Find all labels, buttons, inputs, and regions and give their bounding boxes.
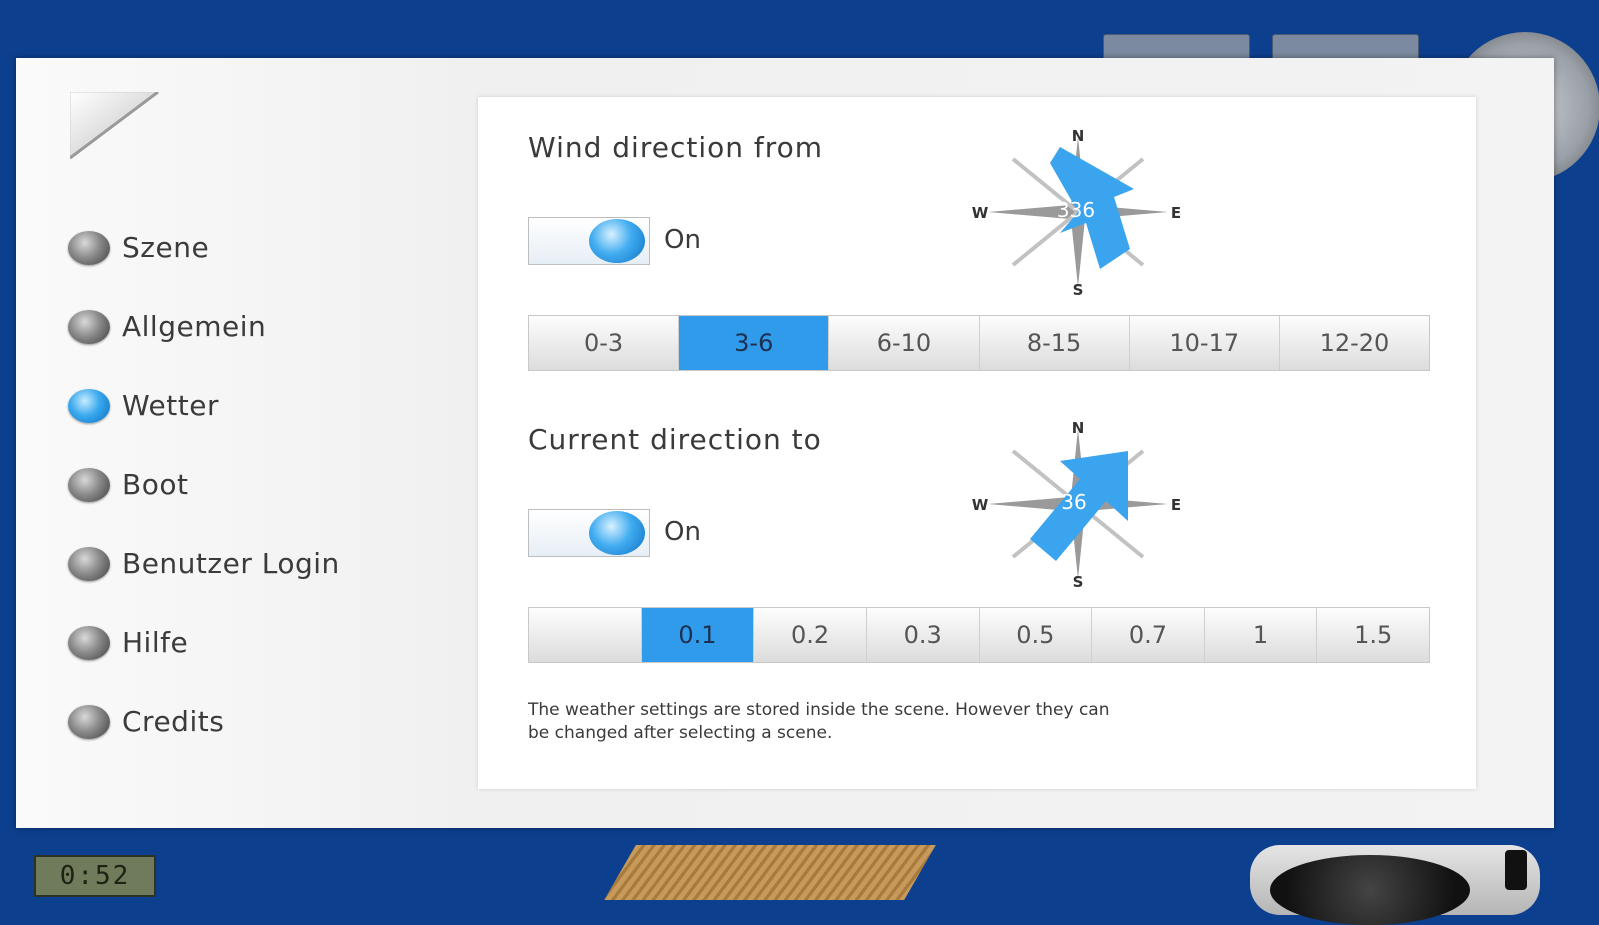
settings-panel (16, 58, 1554, 828)
radio-bullet-icon (68, 705, 110, 739)
compass-s-label: S (1072, 281, 1084, 297)
menu-item-szene[interactable] (68, 208, 340, 287)
wind-compass[interactable] (968, 127, 1188, 297)
wind-speed-option-selected[interactable]: 3-6 (679, 316, 829, 370)
compass-n-label: N (1071, 127, 1085, 145)
compass-e-label: E (1170, 496, 1182, 514)
wind-direction-title: Wind direction from (528, 131, 824, 164)
menu-item-label: Benutzer Login (122, 547, 340, 580)
radio-bullet-icon (68, 468, 110, 502)
game-clock: 0:52 (34, 855, 156, 897)
wind-speed-selector (528, 315, 1430, 371)
menu-item-label: Allgemein (122, 310, 267, 343)
current-toggle[interactable] (528, 509, 650, 557)
wind-direction-value: 336 (1056, 198, 1096, 222)
weather-settings-content (478, 97, 1476, 789)
weather-settings-note: The weather settings are stored inside the scene. However they can be changed after selecting a scene. (528, 700, 1110, 743)
compass-n-label: N (1071, 419, 1085, 437)
menu-item-label: Szene (122, 231, 210, 264)
boat-deck (604, 845, 936, 900)
current-direction-value: 36 (1061, 490, 1087, 514)
radio-bullet-icon (68, 231, 110, 265)
toggle-knob (589, 219, 645, 263)
menu-item-credits[interactable] (68, 682, 340, 761)
current-speed-option[interactable]: 0.2 (754, 608, 867, 662)
menu-item-allgemein[interactable] (68, 287, 340, 366)
wind-speed-option[interactable]: 8-15 (980, 316, 1130, 370)
instrument-dial (1250, 845, 1540, 915)
menu-item-benutzer-login[interactable] (68, 524, 340, 603)
current-direction-title: Current direction to (528, 423, 822, 456)
current-speed-selector (528, 607, 1430, 663)
current-speed-option-selected[interactable]: 0.1 (642, 608, 755, 662)
wind-toggle[interactable] (528, 217, 650, 265)
compass-s-label: S (1072, 573, 1084, 589)
wind-toggle-label: On (664, 225, 701, 255)
current-speed-option[interactable]: 0.5 (980, 608, 1093, 662)
menu-item-label: Wetter (122, 389, 219, 422)
menu-item-label: Boot (122, 468, 189, 501)
instrument-face (1270, 855, 1470, 925)
radio-bullet-icon (68, 626, 110, 660)
current-speed-option[interactable]: 0.7 (1092, 608, 1205, 662)
current-speed-option[interactable]: 1 (1205, 608, 1318, 662)
radio-bullet-icon (68, 547, 110, 581)
compass-w-label: W (971, 496, 989, 514)
compass-e-label: E (1170, 204, 1182, 222)
menu-item-label: Credits (122, 705, 225, 738)
menu-item-boot[interactable] (68, 445, 340, 524)
current-compass[interactable] (968, 419, 1188, 589)
toggle-knob (589, 511, 645, 555)
back-corner-icon[interactable] (70, 92, 160, 160)
wind-speed-option[interactable]: 12-20 (1280, 316, 1429, 370)
wind-speed-option[interactable]: 10-17 (1130, 316, 1280, 370)
current-speed-option[interactable]: 0.3 (867, 608, 980, 662)
menu-item-hilfe[interactable] (68, 603, 340, 682)
current-toggle-label: On (664, 517, 701, 547)
radio-bullet-icon (68, 310, 110, 344)
settings-menu (68, 208, 340, 761)
current-speed-option[interactable] (529, 608, 642, 662)
wind-speed-option[interactable]: 6-10 (829, 316, 979, 370)
current-speed-option[interactable]: 1.5 (1317, 608, 1429, 662)
compass-w-label: W (971, 204, 989, 222)
instrument-handle (1505, 850, 1527, 890)
wind-speed-option[interactable]: 0-3 (529, 316, 679, 370)
radio-bullet-active-icon (68, 389, 110, 423)
menu-item-wetter[interactable] (68, 366, 340, 445)
menu-item-label: Hilfe (122, 626, 189, 659)
